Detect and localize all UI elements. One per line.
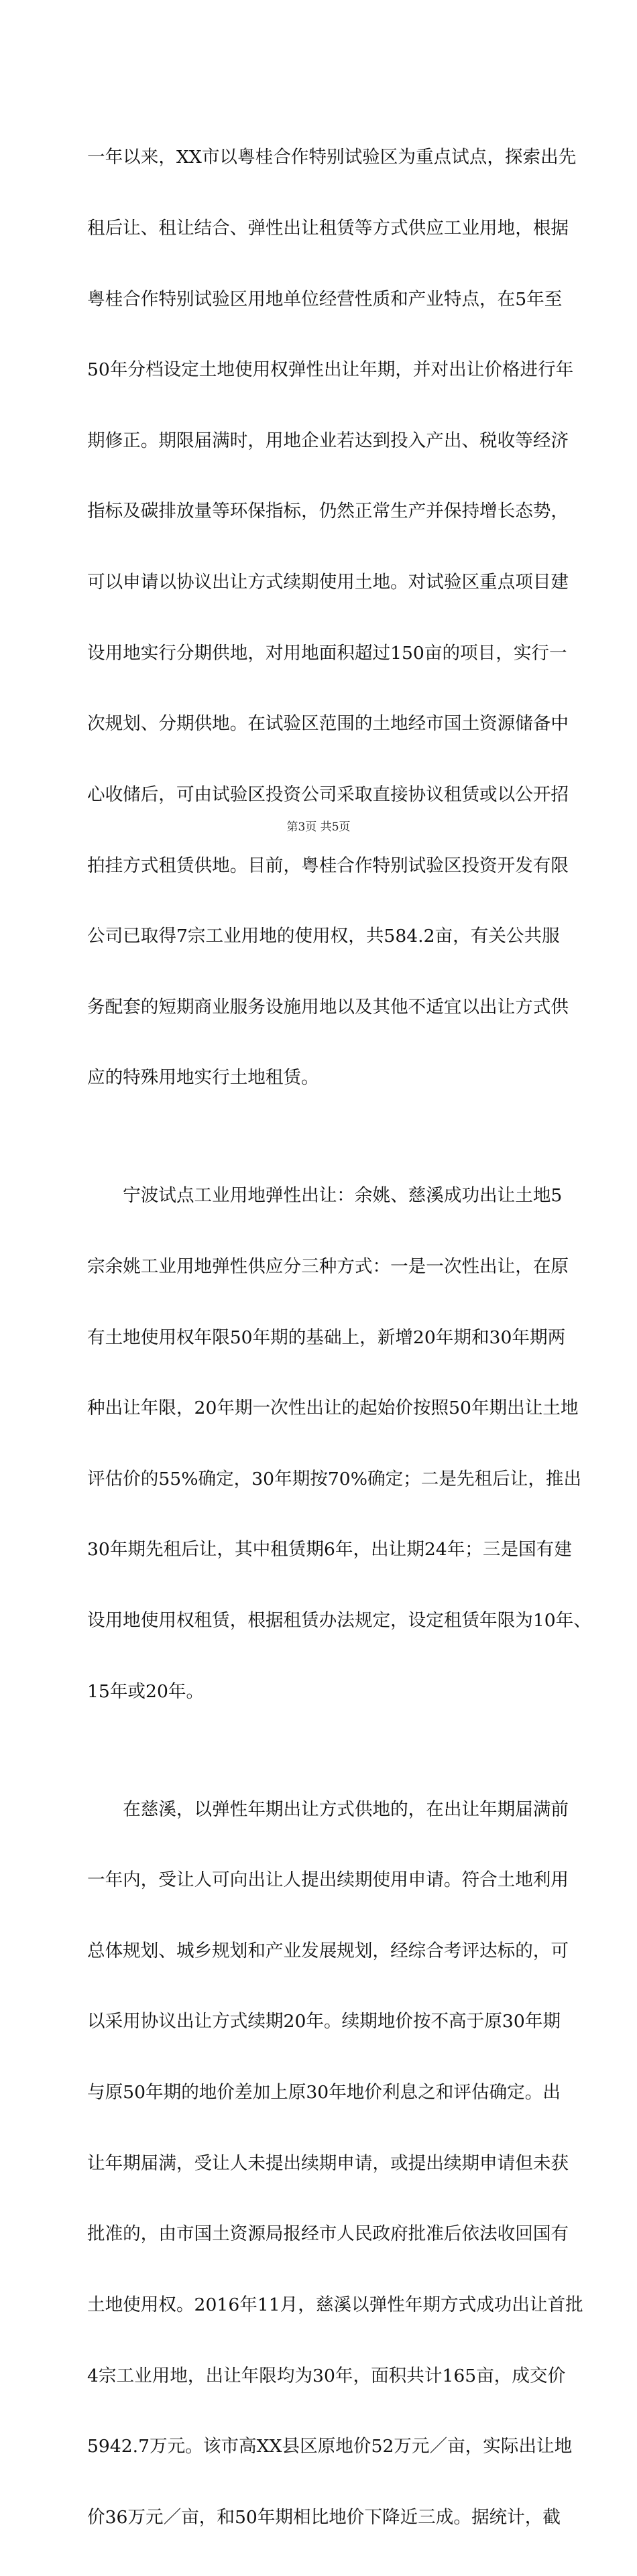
text-line: 在慈溪，以弹性年期出让方式供地的，在出让年期届满前 [87,1798,569,1820]
document-body [87,99,591,2576]
text-line: 务配套的短期商业服务设施用地以及其他不适宜以出让方式供 [87,996,569,1018]
text-line: 租后让、租让结合、弹性出让租赁等方式供应工业用地，根据 [87,218,569,239]
text-line: 土地使用权。2016年11月，慈溪以弹性年期方式成功出让首批 [87,2294,583,2315]
text-line: 总体规划、城乡规划和产业发展规划，经综合考评达标的，可 [87,1940,569,1961]
text-line: 一年内，受让人可向出让人提出续期使用申请。符合土地利用 [87,1869,569,1891]
text-line: 15年或20年。 [87,1680,205,1702]
text-line: 与原50年期的地价差加上原30年地价利息之和评估确定。出 [87,2082,561,2103]
paragraph-1 [87,99,577,1137]
text-line: 50年分档设定土地使用权弹性出让年期，并对出让价格进行年 [87,359,574,381]
text-line: 评估价的55%确定，30年期按70%确定；二是先租后让，推出 [87,1468,582,1489]
text-line: 5942.7万元。该市高XX县区原地价52万元／亩，实际出让地 [87,2436,573,2457]
paragraph-3 [87,1750,583,2576]
text-line: 次规划、分期供地。在试验区范围的土地经市国土资源储备中 [87,713,569,735]
text-line: 4宗工业用地，出让年限均为30年，面积共计165亩，成交价 [87,2365,566,2386]
text-line: 宗余姚工业用地弹性供应分三种方式：一是一次性出让，在原 [87,1255,569,1277]
text-line: 设用地实行分期供地，对用地面积超过150亩的项目，实行一 [87,642,567,664]
paragraph-2 [87,1137,591,1750]
text-line: 期修正。期限届满时，用地企业若达到投入产出、税收等经济 [87,430,569,451]
text-line: 粤桂合作特别试验区用地单位经营性质和产业特点，在5年至 [87,288,563,310]
text-line: 可以申请以协议出让方式续期使用土地。对试验区重点项目建 [87,572,569,593]
text-line: 种出让年限，20年期一次性出让的起始价按照50年期出让土地 [87,1398,579,1419]
text-line: 设用地使用权租赁，根据租赁办法规定，设定租赁年限为10年、 [87,1610,591,1631]
text-line: 指标及碳排放量等环保指标，仍然正常生产并保持增长态势， [87,501,569,522]
text-line: 批准的，由市国土资源局报经市人民政府批准后依法收回国有 [87,2223,569,2245]
text-line: 宁波试点工业用地弹性出让：余姚、慈溪成功出让土地5 [87,1185,563,1207]
text-line: 让年期届满，受让人未提出续期申请，或提出续期申请但未获 [87,2152,569,2174]
text-line: 30年期先租后让，其中租赁期6年，出让期24年；三是国有建 [87,1539,572,1560]
text-line: 有土地使用权年限50年期的基础上，新增20年期和30年期两 [87,1327,566,1348]
text-line: 应的特殊用地实行土地租赁。 [87,1067,319,1089]
text-line: 公司已取得7宗工业用地的使用权，共584.2亩，有关公共服 [87,926,560,947]
text-line: 以采用协议出让方式续期20年。续期地价按不高于原30年期 [87,2011,561,2032]
page-number-footer: 第3页 共5页 [286,820,351,834]
text-line: 心收储后，可由试验区投资公司采取直接协议租赁或以公开招 [87,784,569,805]
text-line: 一年以来，XX市以粤桂合作特别试验区为重点试点，探索出先 [87,147,577,168]
text-line: 价36万元／亩，和50年期相比地价下降近三成。据统计，截 [87,2506,561,2528]
text-line: 拍挂方式租赁供地。目前，粤桂合作特别试验区投资开发有限 [87,855,569,876]
